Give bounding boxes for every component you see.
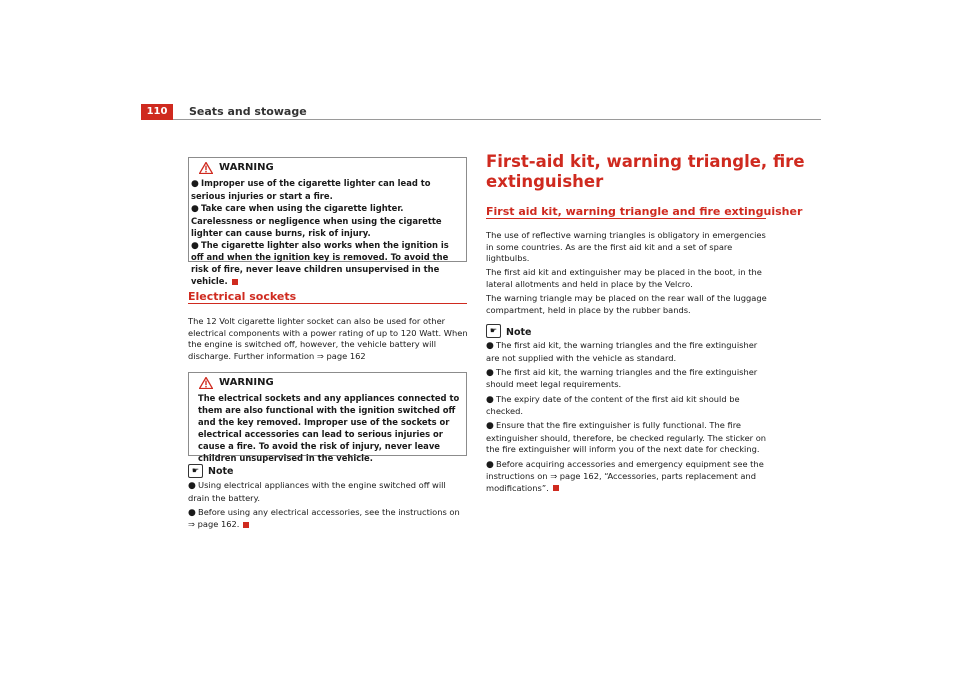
running-header: Seats and stowage	[189, 105, 307, 118]
warning-item: ● Improper use of the cigarette lighter can lead to serious injuries or start a fire.	[191, 178, 431, 201]
electrical-paragraph: The 12 Volt cigarette lighter socket can also be used for other electrical components with a power rating of up to 120 Watt. When the engine is switched off, however, the vehicle battery will discharge. Further information ⇒ page 162	[188, 316, 468, 361]
warning-title: WARNING	[219, 162, 274, 174]
bullet: ●	[486, 341, 494, 352]
warning-title: WARNING	[219, 377, 274, 389]
warning-triangle-icon	[199, 377, 213, 389]
note-item: ● The first aid kit, the warning triangles and the fire extinguisher are not supplied with the vehicle as standard.	[486, 340, 758, 363]
body-paragraph: The warning triangle may be placed on the rear wall of the luggage compartment, held in place by the rubber bands.	[486, 292, 767, 315]
body-paragraph: The first aid kit and extinguisher may be placed in the boot, in the lateral allotments and held in place by the Velcro.	[486, 267, 762, 289]
section-heading-electrical-sockets: Electrical sockets	[188, 290, 297, 303]
note-hand-icon: ☛	[188, 464, 203, 478]
bullet: ●	[486, 394, 494, 405]
note-title: Note	[506, 326, 532, 338]
note-heading	[486, 324, 768, 338]
bullet: ●	[486, 367, 494, 378]
warning-box-cigarette-lighter	[188, 157, 467, 287]
bullet: ●	[191, 240, 199, 251]
section-end-icon	[232, 279, 238, 285]
section-end-icon	[553, 485, 559, 491]
section-end-icon	[243, 522, 249, 528]
section-heading-rule	[188, 303, 467, 304]
electrical-paragraph-block	[188, 316, 468, 365]
note-item: ● Ensure that the fire extinguisher is fully functional. The fire extinguisher should, therefore, be checked regularly. The sticker on the fire extinguisher will inform you of the next date for checking.	[486, 420, 767, 455]
electrical-notes	[188, 458, 468, 533]
note-item: ● The expiry date of the content of the first aid kit should be checked.	[486, 393, 740, 417]
note-item: ● Before acquiring accessories and emergency equipment see the instructions on ⇒ page 162, “Accessories, parts replacement and modifications”.	[486, 458, 764, 493]
page-number: 110	[141, 104, 173, 120]
note-item: ● Using electrical appliances with the engine switched off will drain the battery.	[188, 480, 446, 503]
warning-item: ● Take care when using the cigarette lighter. Carelessness or negligence when using the cigarette lighter can cause burns, risk of injury.	[191, 202, 442, 238]
section-heading-first-aid: First aid kit, warning triangle and fire extinguisher	[486, 205, 803, 218]
first-aid-body	[486, 230, 768, 497]
bullet: ●	[191, 203, 199, 214]
body-paragraph: The use of reflective warning triangles is obligatory in emergencies in some countries. As are the first aid kit and a set of spare lightbulbs.	[486, 230, 766, 264]
note-heading	[188, 464, 468, 478]
bullet: ●	[188, 507, 196, 518]
note-title: Note	[208, 466, 234, 478]
header-rule	[173, 119, 821, 120]
warning-item: ● The cigarette lighter also works when the ignition is off and when the ignition key is removed. To avoid the risk of fire, never leave children unsupervised in the vehicle.	[191, 239, 449, 287]
warning-box-electrical-sockets	[188, 372, 467, 463]
chapter-title: First-aid kit, warning triangle, fire extinguisher	[486, 152, 805, 191]
bullet: ●	[191, 179, 199, 189]
warning-triangle-icon	[199, 162, 213, 174]
bullet: ●	[188, 481, 196, 491]
note-hand-icon: ☛	[486, 324, 501, 338]
warning-text: The electrical sockets and any appliances connected to them are also functional with the ignition switched off and the key removed. Improper use of the sockets or electrical accessories can lead to serious injuries or cause a fire. To avoid the risk of injury, never leave children unsupervised in the vehicle.	[198, 393, 460, 463]
note-item: ● The first aid kit, the warning triangles and the fire extinguisher should meet legal requirements.	[486, 366, 758, 390]
bullet: ●	[486, 459, 494, 470]
note-item: ● Before using any electrical accessories, see the instructions on ⇒ page 162.	[188, 506, 460, 530]
bullet: ●	[486, 421, 494, 432]
section-heading-rule	[486, 218, 766, 219]
